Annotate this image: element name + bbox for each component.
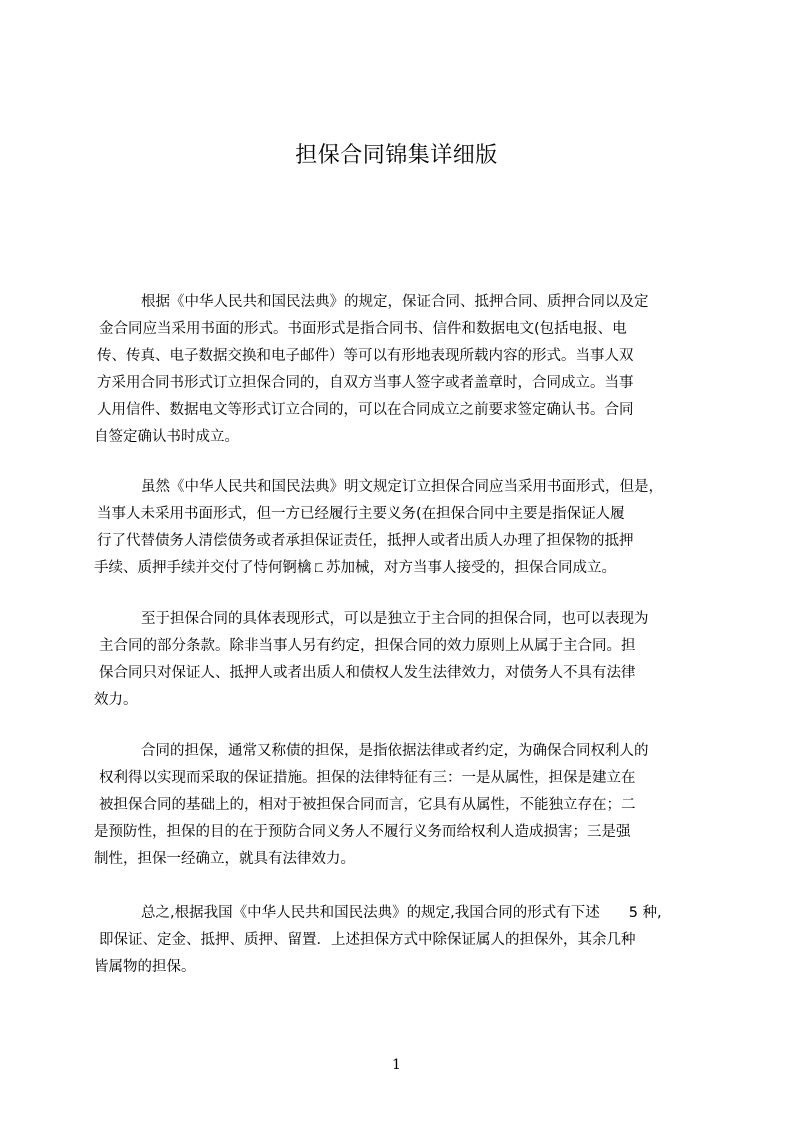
page-number: 1 — [392, 1057, 401, 1073]
paragraph-line: 制性，担保一经确立，就具有法律效力。 — [94, 851, 355, 867]
paragraph-line: 行了代替债务人清偿债务或者承担保证责任，抵押人或者出质人办理了担保物的抵押 — [97, 533, 634, 549]
paragraph-1 — [94, 289, 706, 451]
paragraph-line: 是预防性，担保的目的在于预防合同义务人不履行义务而给权利人造成损害；三是强 — [94, 824, 631, 840]
document-title: 担保合同锦集详细版 — [295, 143, 498, 168]
paragraph-line: 权利得以实现而采取的保证措施。担保的法律特征有三：一是从属性，担保是建立在 — [99, 770, 636, 786]
paragraph-line: 至于担保合同的具体表现形式，可以是独立于主合同的担保合同，也可以表现为 — [141, 611, 649, 627]
paragraph-line: 自签定确认书时成立。 — [94, 429, 239, 445]
paragraph-line: 皆属物的担保。 — [94, 959, 196, 975]
paragraph-4 — [94, 738, 706, 873]
paragraph-line: 人用信件、数据电文等形式订立合同的，可以在合同成立之前要求签定确认书。合同 — [97, 402, 634, 418]
paragraph-line: 保合同只对保证人、抵押人或者出质人和债权人发生法律效力，对债务人不具有法律 — [99, 665, 636, 681]
paragraph-line: 被担保合同的基础上的，相对于被担保合同而言，它具有从属性，不能独立存在；二 — [99, 797, 636, 813]
paragraph-line: 当事人未采用书面形式，但一方已经履行主要义务(在担保合同中主要是指保证人履 — [97, 506, 625, 522]
paragraph-line: 手续、质押手续并交付了恃何锕檎ㄈ苏加械，对方当事人接受的，担保合同成立。 — [94, 560, 616, 576]
paragraph-5 — [94, 900, 706, 981]
paragraph-line: 方采用合同书形式订立担保合同的，自双方当事人签字或者盖章时，合同成立。当事 — [97, 375, 634, 391]
paragraph-3 — [94, 606, 706, 714]
paragraph-line: 主合同的部分条款。除非当事人另有约定，担保合同的效力原则上从属于主合同。担 — [99, 638, 636, 654]
paragraph-2 — [94, 474, 706, 582]
paragraph-line: 效力。 — [94, 692, 138, 708]
paragraph-line: 根据《中华人民共和国民法典》的规定，保证合同、抵押合同、质押合同以及定 — [141, 294, 649, 310]
paragraph-line: 即保证、定金、抵押、质押、留置．上述担保方式中除保证属人的担保外，其余几种 — [99, 932, 636, 948]
paragraph-line: 虽然《中华人民共和国民法典》明文规定订立担保合同应当采用书面形式，但是， — [141, 479, 663, 495]
paragraph-line: 传、传真、电子数据交换和电子邮件）等可以有形地表现所载内容的形式。当事人双 — [97, 348, 634, 364]
paragraph-line: 合同的担保，通常又称债的担保，是指依据法律或者约定，为确保合同权利人的 — [141, 743, 649, 759]
paragraph-line: 总之,根据我国《中华人民共和国民法典》的规定,我国合同的形式有下述 5 种, — [141, 905, 662, 921]
paragraph-line: 金合同应当采用书面的形式。书面形式是指合同书、信件和数据电文(包括电报、电 — [99, 321, 627, 337]
